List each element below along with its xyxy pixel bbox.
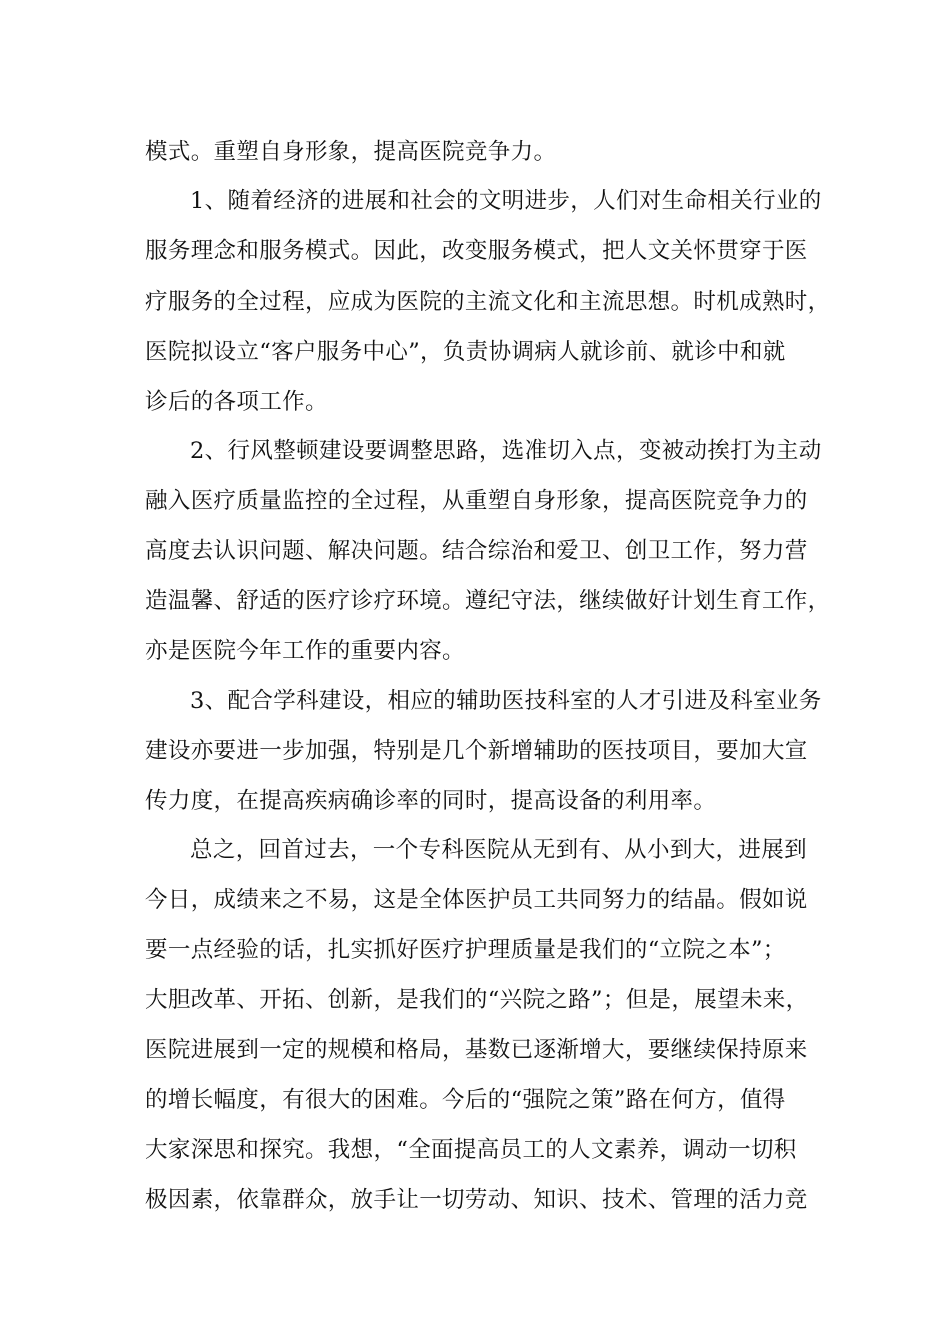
text-line: 的增长幅度，有很大的困难。今后的“强院之策”路在何方，值得 [145, 1087, 786, 1113]
text-line: 极因素，依靠群众，放手让一切劳动、知识、技术、管理的活力竞 [145, 1187, 808, 1213]
text-line: 诊后的各项工作。 [145, 389, 328, 415]
text-line: 大家深思和探究。我想，“全面提高员工的人文素养，调动一切积 [145, 1137, 797, 1163]
text-line: 医院拟设立“客户服务中心”，负责协调病人就诊前、就诊中和就 [145, 339, 786, 365]
text-line: 亦是医院今年工作的重要内容。 [145, 638, 465, 664]
text-line: 疗服务的全过程，应成为医院的主流文化和主流思想。时机成熟时， [145, 289, 831, 315]
text-line: 模式。重塑自身形象，提高医院竞争力。 [145, 139, 557, 165]
text-line: 建设亦要进一步加强，特别是几个新增辅助的医技项目，要加大宣 [145, 738, 808, 764]
text-line: 服务理念和服务模式。因此，改变服务模式，把人文关怀贯穿于医 [145, 238, 808, 264]
text-line: 高度去认识问题、解决问题。结合综治和爱卫、创卫工作，努力营 [145, 538, 808, 564]
paragraph-2-start: 2、行风整顿建设要调整思路，选准切入点，变被动挨打为主动 [190, 438, 822, 464]
text-line: 今日，成绩来之不易，这是全体医护员工共同努力的结晶。假如说 [145, 887, 808, 913]
paragraph-4-start: 总之，回首过去，一个专科医院从无到有、从小到大，进展到 [190, 837, 807, 863]
text-line: 造温馨、舒适的医疗诊疗环境。遵纪守法，继续做好计划生育工作， [145, 588, 831, 614]
text-line: 融入医疗质量监控的全过程，从重塑自身形象，提高医院竞争力的 [145, 488, 808, 514]
text-line: 医院进展到一定的规模和格局，基数已逐渐增大，要继续保持原来 [145, 1037, 808, 1063]
text-line: 要一点经验的话，扎实抓好医疗护理质量是我们的“立院之本”； [145, 937, 786, 963]
paragraph-1-start: 1、随着经济的进展和社会的文明进步，人们对生命相关行业的 [190, 188, 822, 214]
text-line: 传力度，在提高疾病确诊率的同时，提高设备的利用率。 [145, 788, 717, 814]
paragraph-3-start: 3、配合学科建设，相应的辅助医技科室的人才引进及科室业务 [190, 688, 822, 714]
text-line: 大胆改革、开拓、创新，是我们的“兴院之路”；但是，展望未来， [145, 987, 809, 1013]
